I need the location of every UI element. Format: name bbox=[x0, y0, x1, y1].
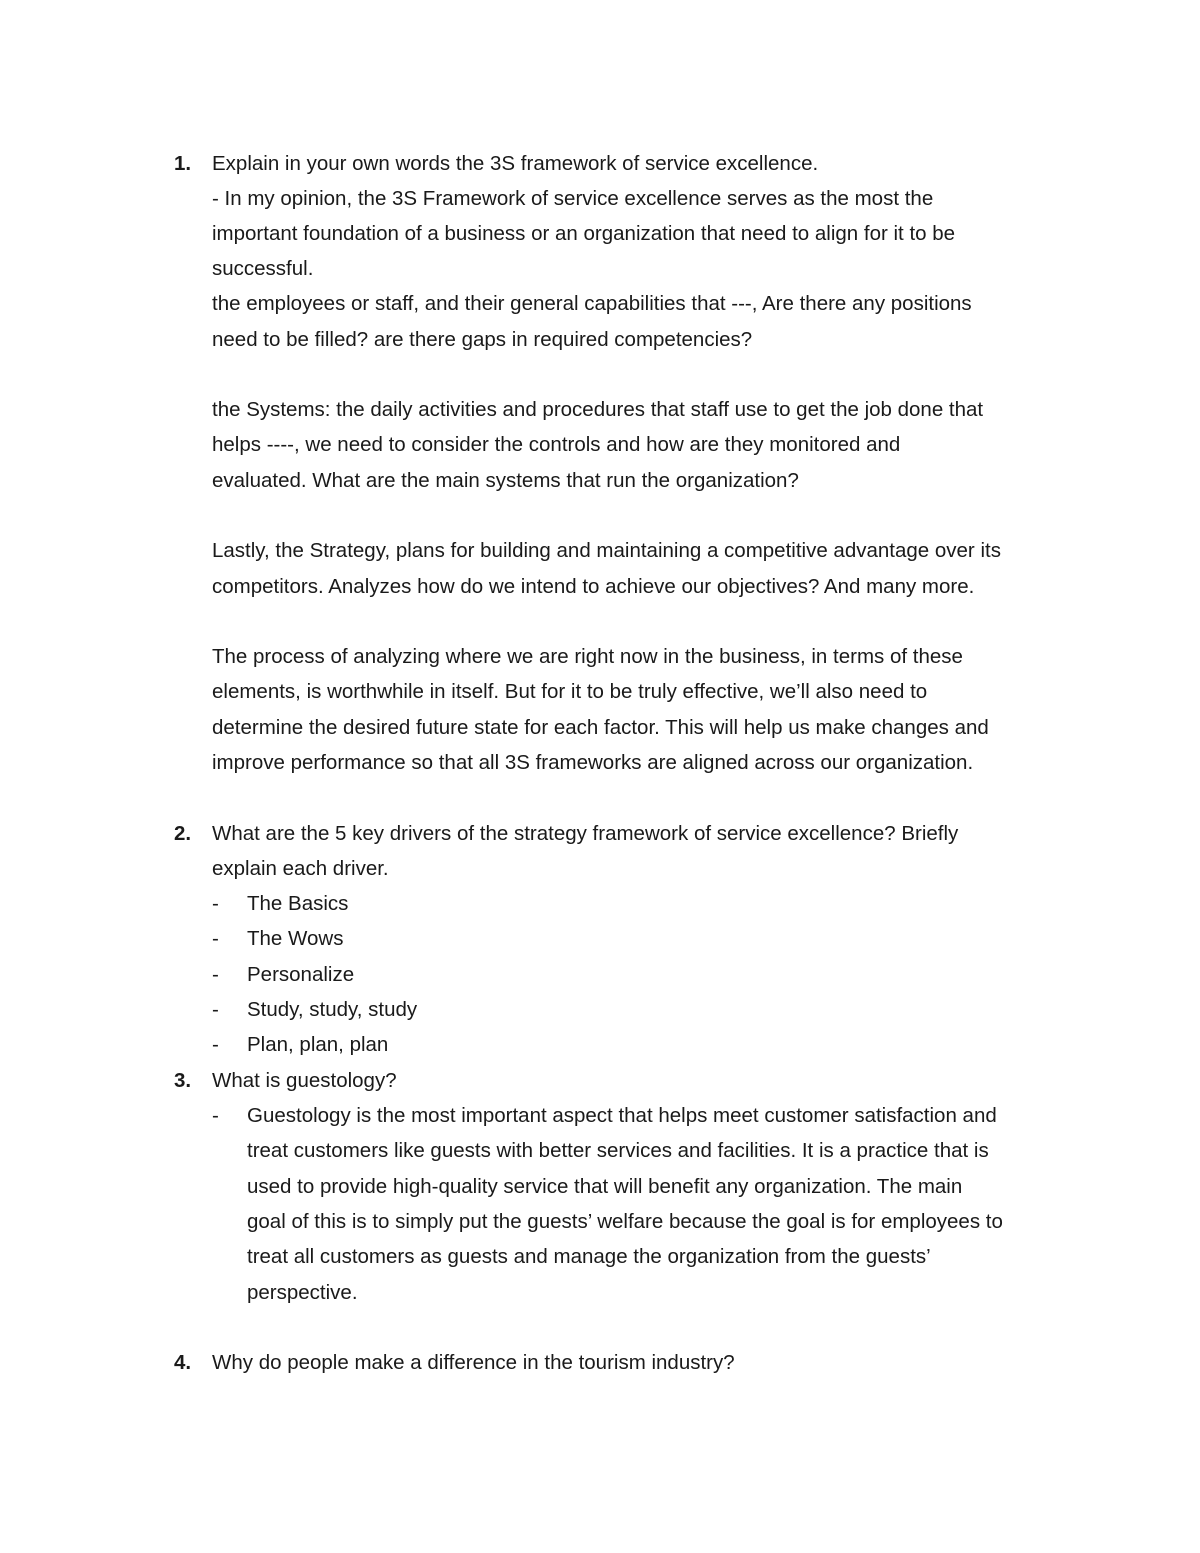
question-number: 3. bbox=[174, 1069, 192, 1092]
answer-line: competitors. Analyzes how do we intend to achieve our objectives? And many more. bbox=[212, 575, 975, 598]
question-number: 4. bbox=[174, 1351, 192, 1374]
answer-line: - In my opinion, the 3S Framework of service excellence serves as the most the bbox=[212, 187, 934, 210]
answer-line: determine the desired future state for each factor. This will help us make changes and bbox=[212, 716, 989, 739]
answer-line: Lastly, the Strategy, plans for building and maintaining a competitive advantage over its bbox=[212, 539, 1001, 562]
question-number: 1. bbox=[174, 152, 192, 175]
answer-line: Guestology is the most important aspect that helps meet customer satisfaction and bbox=[247, 1104, 997, 1127]
bullet-dash: - bbox=[212, 927, 219, 950]
answer-line: helps ----, we need to consider the controls and how are they monitored and bbox=[212, 433, 901, 456]
bullet-dash: - bbox=[212, 1104, 219, 1127]
answer-line: The process of analyzing where we are right now in the business, in terms of these bbox=[212, 645, 963, 668]
bullet-dash: - bbox=[212, 892, 219, 915]
answer-line: the Systems: the daily activities and procedures that staff use to get the job done that bbox=[212, 398, 984, 421]
bullet-dash: - bbox=[212, 963, 219, 986]
answer-line: elements, is worthwhile in itself. But for it to be truly effective, we’ll also need to bbox=[212, 680, 928, 703]
question-text: Explain in your own words the 3S framework of service excellence. bbox=[212, 152, 819, 175]
answer-line: treat customers like guests with better services and facilities. It is a practice that is bbox=[247, 1139, 989, 1162]
list-item: Study, study, study bbox=[247, 998, 418, 1021]
bullet-dash: - bbox=[212, 998, 219, 1021]
bullet-dash: - bbox=[212, 1033, 219, 1056]
list-item: Personalize bbox=[247, 963, 355, 986]
answer-line: goal of this is to simply put the guests’ welfare because the goal is for employees to bbox=[247, 1210, 1003, 1233]
answer-line: need to be filled? are there gaps in required competencies? bbox=[212, 328, 753, 351]
list-item: The Wows bbox=[247, 927, 344, 950]
answer-line: used to provide high-quality service that will benefit any organization. The main bbox=[247, 1175, 963, 1198]
question-text: explain each driver. bbox=[212, 857, 389, 880]
answer-line: important foundation of a business or an organization that need to align for it to be bbox=[212, 222, 956, 245]
question-text: Why do people make a difference in the tourism industry? bbox=[212, 1351, 735, 1374]
question-number: 2. bbox=[174, 822, 192, 845]
list-item: Plan, plan, plan bbox=[247, 1033, 389, 1056]
answer-line: treat all customers as guests and manage the organization from the guests’ bbox=[247, 1245, 931, 1268]
question-text: What are the 5 key drivers of the strategy framework of service excellence? Briefly bbox=[212, 822, 959, 845]
list-item: The Basics bbox=[247, 892, 349, 915]
answer-line: evaluated. What are the main systems that run the organization? bbox=[212, 469, 799, 492]
answer-line: successful. bbox=[212, 257, 314, 280]
answer-line: perspective. bbox=[247, 1281, 358, 1304]
answer-line: the employees or staff, and their general capabilities that ---, Are there any positions bbox=[212, 292, 972, 315]
answer-line: improve performance so that all 3S frameworks are aligned across our organization. bbox=[212, 751, 974, 774]
question-text: What is guestology? bbox=[212, 1069, 397, 1092]
